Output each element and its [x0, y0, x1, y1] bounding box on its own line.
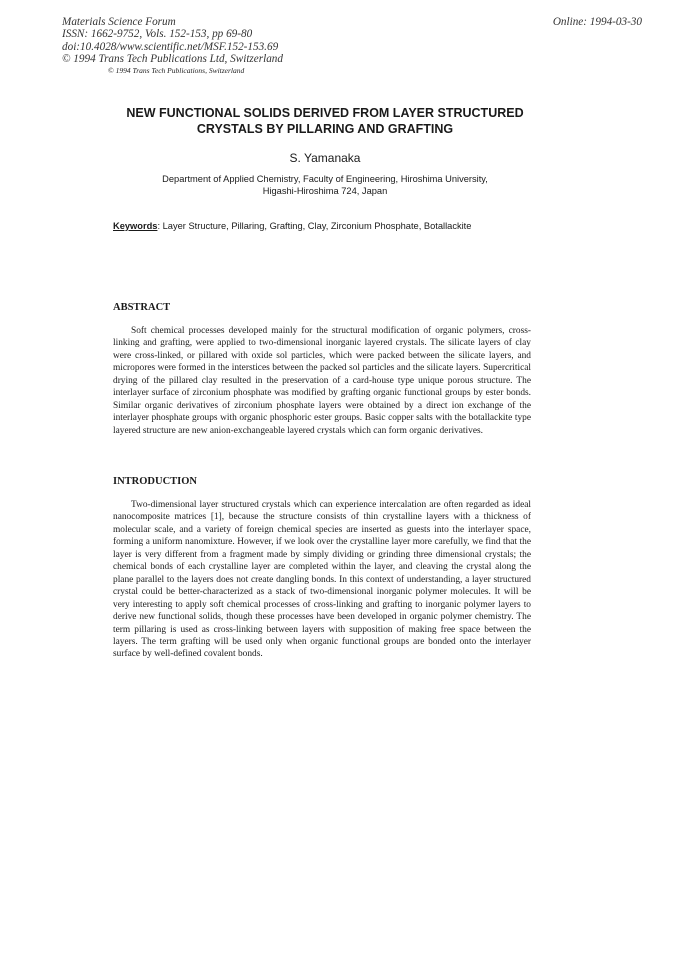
- doi-line[interactable]: doi:10.4028/www.scientific.net/MSF.152-153.69: [62, 40, 279, 53]
- online-date: Online: 1994-03-30: [552, 16, 642, 28]
- affiliation: [100, 173, 550, 198]
- keywords: [113, 221, 471, 231]
- affiliation-line-1: Department of Applied Chemistry, Faculty of Engineering, Hiroshima University,: [162, 174, 488, 184]
- paper-title: NEW FUNCTIONAL SOLIDS DERIVED FROM LAYER STRUCTURED CRYSTALS BY PILLARING AND GRAFTING: [126, 106, 524, 136]
- copyright-line: © 1994 Trans Tech Publications Ltd, Switzerland: [62, 53, 283, 66]
- abstract-body: Soft chemical processes developed mainly for the structural modification of organic polymers, cross-linking and grafting, were applied to two-dimensional inorganic layered crystals. The silicate layers of clay were cross-linked, or pillared with oxide sol particles, which were packed between the silicate layers, and micropores were formed in the interstices between the packed sol particles and the silicate layers. Supercritical drying of the pillared clay resulted in the preservation of a card-house type unique porous structure. The interlayer surface of zirconium phosphate was modified by grafting organic functional groups by ester bonds. Similar organic derivatives of zirconium phosphate layers were obtained by a direct ion exchange of the interlayer phosphate groups with organic phosphoric ester groups. Basic copper salts with the botallackite type layered structure are new anion-exchangeable layered crystals which can form organic derivatives.: [113, 326, 531, 436]
- introduction-heading: INTRODUCTION: [113, 476, 198, 487]
- introduction-body: Two-dimensional layer structured crystals which can experience intercalation are often regarded as ideal nanocomposite matrices [1], because the structure consists of thin crystalline layers with a thickness of molecular scale, and a variety of foreign chemical species are inserted as guests into the interlayer space, forming a uniform nanomixture. However, if we look over the crystalline layer more carefully, we find that the layer is very different from a fragment made by simply dividing or grinding three dimensional crystals; the chemical bonds of each crystalline layer are completed within the layer, and cleaving the crystal along the plane parallel to the layers does not create dangling bonds. In this context of understanding, a layer structured crystal could be better-characterized as a stack of two-dimensional inorganic polymer molecules. It will be very interesting to apply soft chemical processes of cross-linking and grafting to inorganic polymer layers to derive new functional solids, though these processes have been developed in organic polymer chemistry. The term pillaring is used as cross-linking between layers with supposition of making free space between the layers. The term grafting will be used only when organic functional groups are bonded onto the interlayer surface by well-defined covalent bonds.: [113, 500, 531, 660]
- copyright-small: © 1994 Trans Tech Publications, Switzerland: [108, 66, 245, 75]
- issn-line: ISSN: 1662-9752, Vols. 152-153, pp 69-80: [62, 28, 253, 41]
- abstract-heading: ABSTRACT: [113, 302, 171, 313]
- affiliation-line-2: Higashi-Hiroshima 724, Japan: [262, 186, 388, 197]
- journal-name: Materials Science Forum: [62, 16, 176, 28]
- author-name: S. Yamanaka: [289, 151, 361, 165]
- citation-header: [62, 16, 283, 66]
- keywords-text: : Layer Structure, Pillaring, Grafting, Clay, Zirconium Phosphate, Botallackite: [157, 221, 472, 231]
- keywords-label: Keywords: [113, 221, 158, 231]
